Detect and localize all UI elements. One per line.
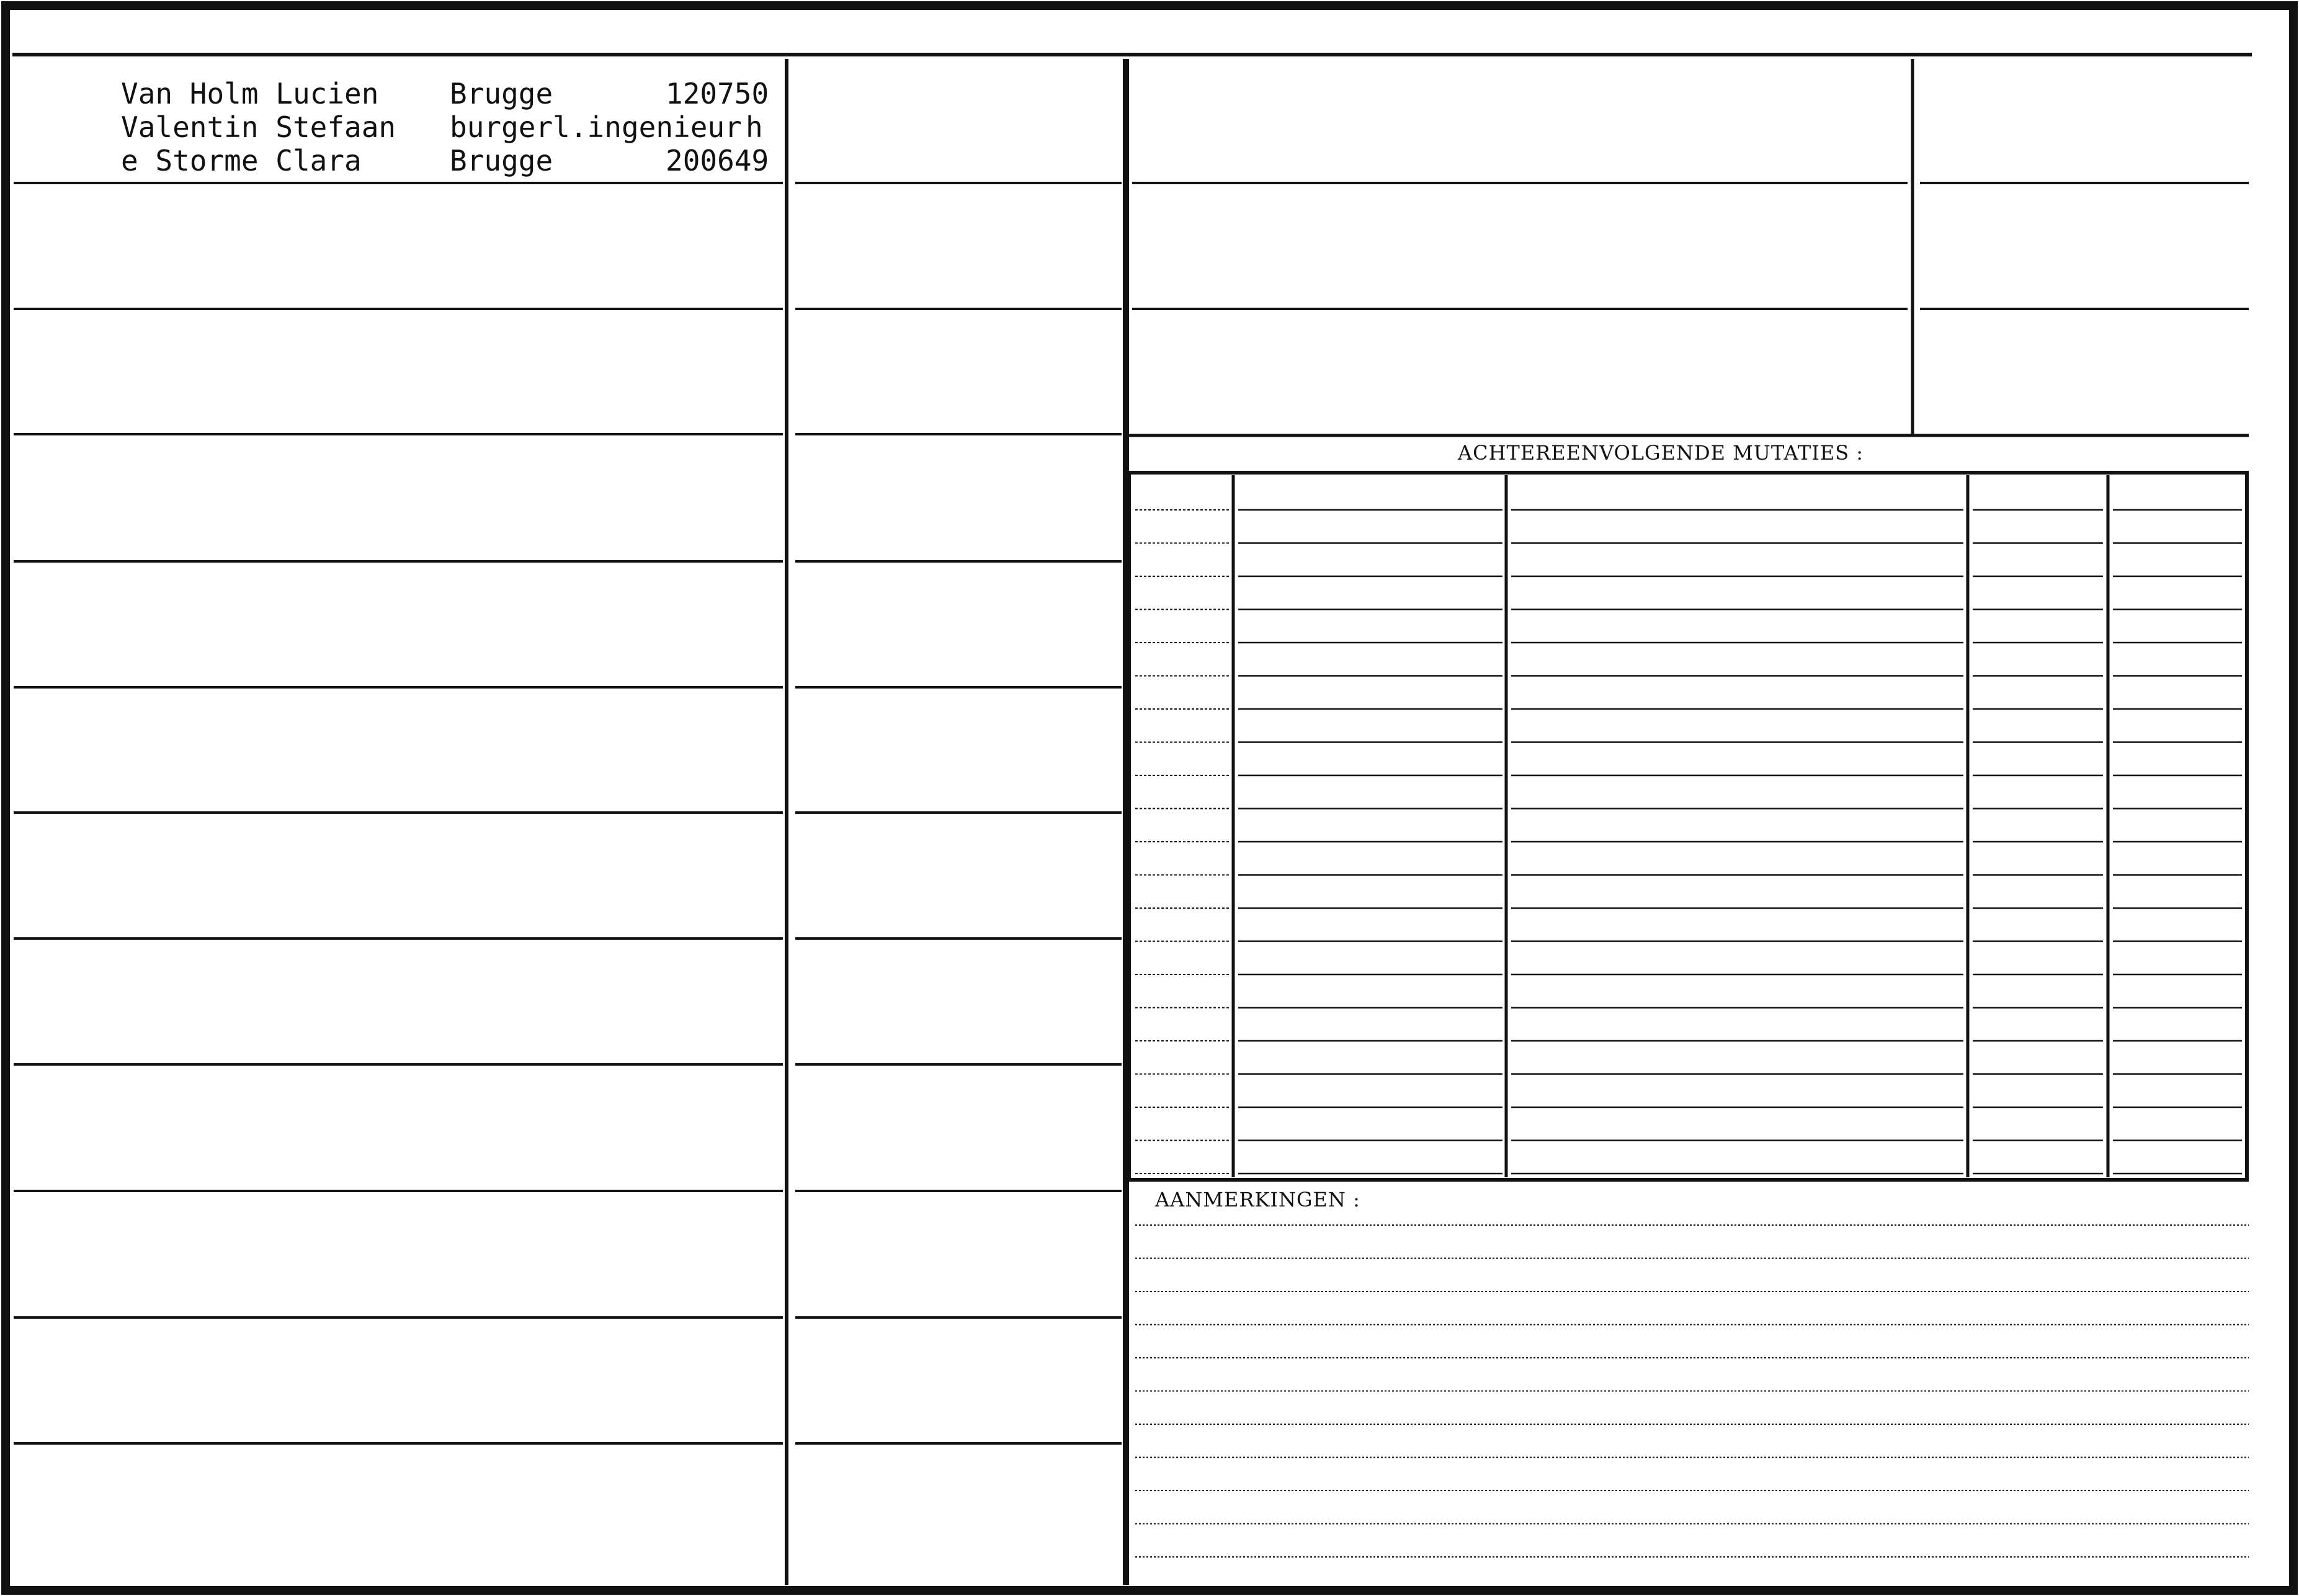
mutations-header: ACHTEREENVOLGENDE MUTATIES : [1458,441,1864,465]
entry-place2: Brugge [450,144,553,177]
card-border [6,6,2293,1590]
remarks-header: AANMERKINGEN : [1155,1188,1360,1211]
entry-name-line1: Van Holm Lucien [121,77,379,110]
entry-name-line2: Valentin Stefaan [121,110,396,144]
entry-place1: Brugge [450,77,553,110]
entry-date2: 200649 [666,144,769,177]
entry-occupation: burgerl.ingenieur [450,110,742,144]
entry-name-line3: e Storme Clara [121,144,362,177]
entry-marker: h [746,110,763,144]
entry-date1: 120750 [666,77,769,110]
